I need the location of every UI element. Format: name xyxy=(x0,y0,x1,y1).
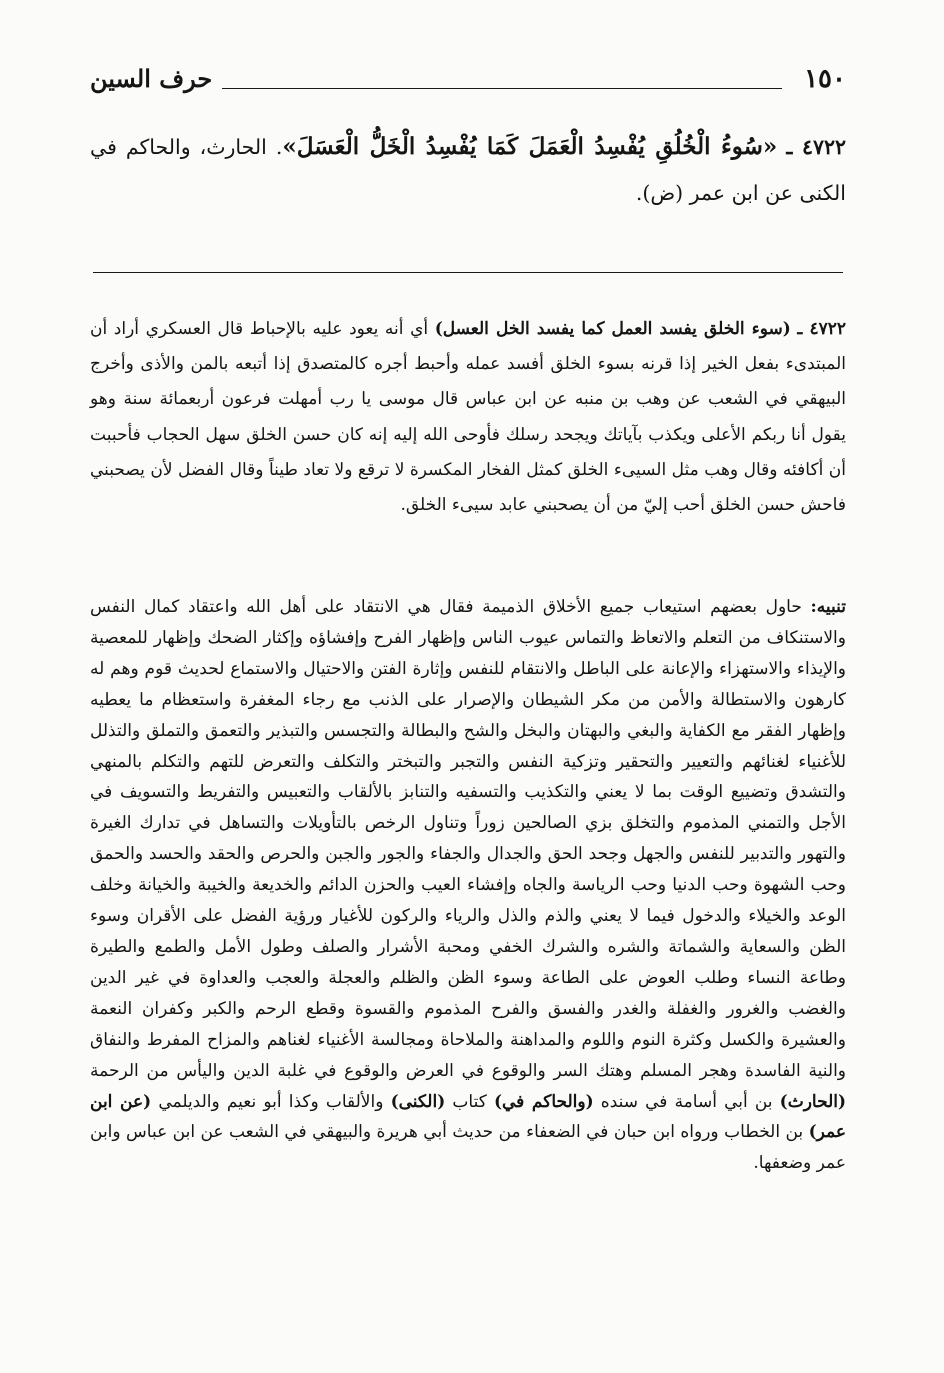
note-source-hakim: (والحاكم في) xyxy=(493,1091,594,1112)
note-body-5: بن الخطاب ورواه ابن حبان في الضعفاء من حديث أبي هريرة والبيهقي في الشعب عن ابن عباس وابن عمر وضعفها. xyxy=(90,1122,846,1174)
note-source-ibn-umar: (عن ابن عمر) xyxy=(90,1091,846,1143)
commentary-body: أي أنه يعود عليه بالإحباط قال العسكري أراد أن المبتدىء بفعل الخير إذا قرنه بسوء الخلق أفسد عمله وأحبط أجره كالمتصدق إذا أتبعه بالمن والأذى وأخرج البيهقي في الشعب عن وهب بن منبه عن ابن عباس قال موسى يا رب أمهلت فرعون أربعمائة سنة وهو يقول أنا ربكم الأعلى ويكذب بآياتك ويجحد رسلك فأوحى الله إليه إنه كان حسن الخلق سهل الحجاب فأحببت أن أكافئه وقال وهب مثل السيىء الخلق كمثل الفخار المكسرة لا ترقع ولا تعاد طيناً وقال الفضل لأن يصحبني فاحش حسن الخلق أحب إليّ من أن يصحبني عابد سيىء الخلق. xyxy=(90,319,846,516)
note-body-2: بن أبي أسامة في سنده xyxy=(593,1091,780,1112)
page-header xyxy=(90,64,846,104)
note-body-3: كتاب xyxy=(445,1091,494,1112)
chapter-title: حرف السين xyxy=(90,64,213,93)
note-lead: تنبيه: xyxy=(810,597,846,617)
hadith-sources: . الحارث، والحاكم في الكنى عن ابن عمر (ض). xyxy=(90,135,846,205)
note-body-4: والألقاب وكذا أبو نعيم والديلمي xyxy=(151,1091,391,1112)
note-body-1: حاول بعضهم استيعاب جميع الأخلاق الذميمة فقال هي الانتقاد على أهل الله واعتقاد كمال النفس والاستنكاف من التعلم والاتعاظ والتماس عيوب الناس وإظهار الفرح وإفشاؤه وإكثار الضحك وإظهار للمعصية والإيذاء والاستهزاء والإعانة على الباطل والانتقام للنفس وإثارة الفتن والاحتيال والاستماع لحديث قوم وهم له كارهون والاستطالة والأمن من مكر الشيطان والإصرار على الذنب مع رجاء المغفرة واستعظام ما يعطيه وإظهار الفقر مع الكفاية والبغي والبهتان والبخل والشح والبطالة والتجسس والتبذير والتعمق والتملق والتذلل للأغنياء لغنائهم والتعيير والتحقير وتزكية النفس والتجبر والتبختر والتكلف والتعرض للتهم والتكلم بالمنهي والتشدق وتضييع الوقت بما لا يعني والتكذيب والتسفيه والتنابز بالألقاب والتعبيس والتفريط والتسويف في الأجل والتمني المذموم والتخلق بزي الصالحين زوراً وتناول الرخص بالتأويلات والتساهل في تدارك الغيرة والتهور والتدبير للنفس والجهل وجحد الحق والجدال والجفاء والجور والجبن والحرص والحقد والحسد والحمق وحب الشهوة وحب الدنيا وحب الرياسة والجاه وإفشاء العيب والحزن الدائم والخديعة والخيبة والخيانة وخلف الوعد والخيلاء والدخول فيما لا يعني والذم والذل والرياء والركون للأغيار ورؤية الفضل على الأقران وسوء الظن والسعاية والشماتة والشره والشرك الخفي ومحبة الأشرار والصلف وطول الأمل والطمع والطيرة وطاعة النساء وطلب العوض على الطاعة وسوء الظن والظلم والعجلة والعجب والعداوة في غير الدين والغضب والغرور والغفلة والغدر والفسق والفرح المذموم والقسوة وقطع الرحم والكبر وكفران النعمة والعشيرة والكسل وكثرة النوم واللوم والمداهنة والملاحاة ومجالسة الأغنياء لغناهم والمزاح المفرط والنفاق والنية الفاسدة وهجر المسلم وهتك السر والوقوع في العرض والوقوع في غلبة الدين واليأس من الرحمة xyxy=(90,597,846,1081)
commentary-quote: (سوء الخلق يفسد العمل كما يفسد الخل العسل) xyxy=(434,319,791,339)
commentary-number: ٤٧٢٢ ـ xyxy=(797,319,846,339)
note-source-kuna: (الكنى) xyxy=(390,1091,446,1112)
commentary-paragraph xyxy=(90,312,846,523)
header-rule xyxy=(222,88,782,89)
page-number: ١٥٠ xyxy=(804,64,846,94)
hadith-number: ٤٧٢٢ ـ xyxy=(786,135,846,159)
note-paragraph xyxy=(90,592,846,1179)
hadith-matn: «سُوءُ الْخُلُقِ يُفْسِدُ الْعَمَلَ كَمَا يُفْسِدُ الْخَلُّ الْعَسَلَ» xyxy=(282,133,778,160)
section-divider xyxy=(93,272,843,273)
note-source-harith: (الحارث) xyxy=(779,1091,847,1112)
hadith-text xyxy=(90,124,846,216)
